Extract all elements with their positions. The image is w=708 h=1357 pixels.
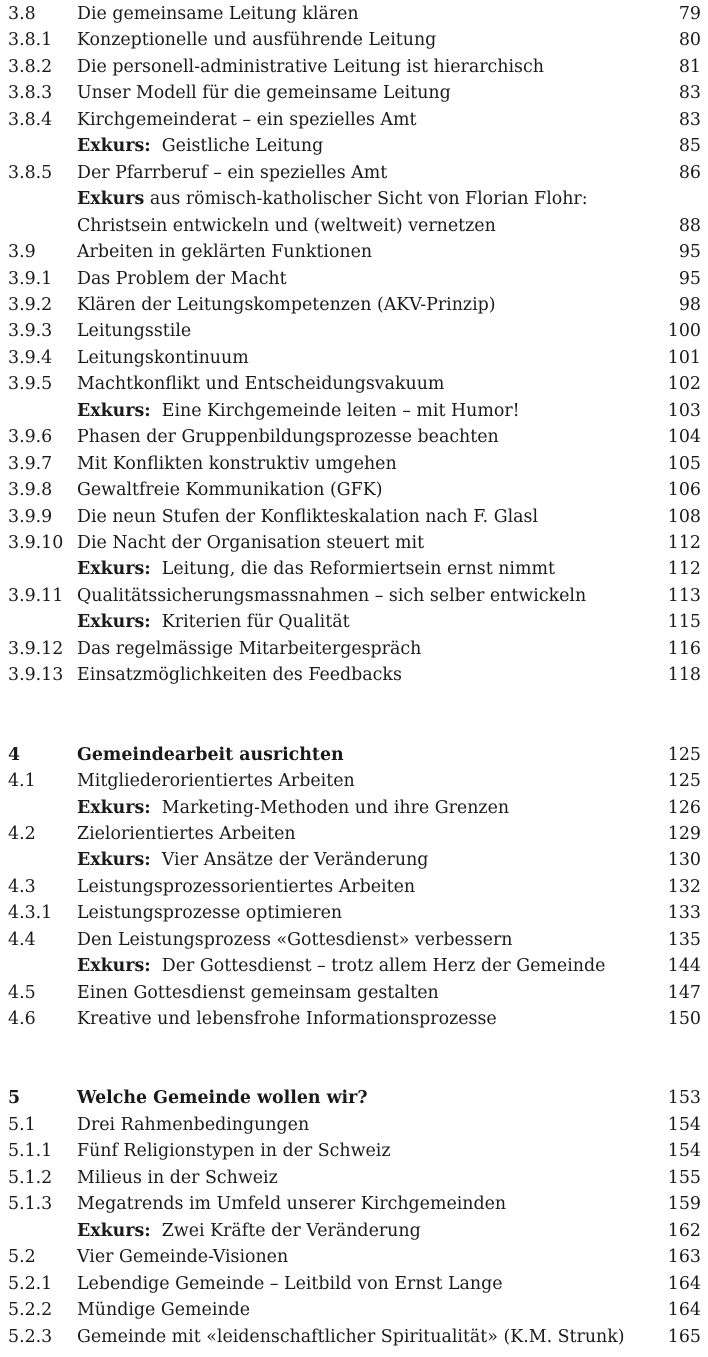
toc-row[interactable] bbox=[0, 768, 708, 794]
toc-row[interactable] bbox=[0, 213, 708, 239]
toc-page-number: 126 bbox=[667, 797, 701, 818]
toc-entry-title: Leistungsprozessorientiertes Arbeiten bbox=[77, 876, 416, 897]
toc-row[interactable] bbox=[0, 1112, 708, 1138]
toc-row[interactable] bbox=[0, 980, 708, 1006]
toc-row[interactable] bbox=[0, 318, 708, 344]
toc-entry-number: 3.9.6 bbox=[8, 427, 53, 448]
toc-page-number: 153 bbox=[667, 1088, 701, 1109]
toc-entry-number: 5.2.3 bbox=[8, 1326, 53, 1347]
toc-page-number: 150 bbox=[667, 1009, 701, 1030]
toc-entry-title bbox=[77, 398, 520, 424]
toc-entry-number: 5.2 bbox=[8, 1247, 36, 1268]
toc-page-number: 81 bbox=[678, 56, 701, 77]
toc-entry-number: 5.1.3 bbox=[8, 1194, 53, 1215]
toc-entry-title: Mitgliederorientiertes Arbeiten bbox=[77, 771, 355, 792]
excursus-title: Kriterien für Qualität bbox=[161, 612, 350, 633]
toc-page-number: 147 bbox=[667, 982, 701, 1003]
toc-page-number: 129 bbox=[667, 823, 701, 844]
toc-page-number: 164 bbox=[667, 1300, 701, 1321]
toc-page-number: 83 bbox=[678, 109, 701, 130]
excursus-label: Exkurs: bbox=[77, 797, 151, 818]
toc-row[interactable] bbox=[0, 239, 708, 265]
toc-page-number: 113 bbox=[667, 585, 701, 606]
toc-entry-title: Phasen der Gruppenbildungsprozesse beachten bbox=[77, 427, 499, 448]
toc-chapter-row[interactable] bbox=[0, 1085, 708, 1111]
toc-entry-number: 3.9.11 bbox=[8, 585, 64, 606]
toc-entry-number: 3.8.2 bbox=[8, 56, 53, 77]
toc-entry-title: Unser Modell für die gemeinsame Leitung bbox=[77, 83, 451, 104]
toc-entry-title: Der Pfarrberuf – ein spezielles Amt bbox=[77, 162, 388, 183]
toc-row[interactable] bbox=[0, 27, 708, 53]
toc-entry-title: Machtkonflikt und Entscheidungsvakuum bbox=[77, 374, 445, 395]
toc-entry-title: Fünf Religionstypen in der Schweiz bbox=[77, 1141, 391, 1162]
toc-entry-number: 5.1.1 bbox=[8, 1141, 53, 1162]
toc-excursus-row[interactable] bbox=[0, 795, 708, 821]
toc-row[interactable] bbox=[0, 371, 708, 397]
excursus-title: Der Gottesdienst – trotz allem Herz der Gemeinde bbox=[161, 956, 606, 977]
toc-page-number: 115 bbox=[667, 612, 701, 633]
toc-page-number: 95 bbox=[678, 242, 701, 263]
toc-page-number: 125 bbox=[667, 771, 701, 792]
toc-row[interactable] bbox=[0, 477, 708, 503]
toc-entry-title: Gemeindearbeit ausrichten bbox=[77, 744, 344, 765]
toc-entry-number: 3.9.10 bbox=[8, 533, 64, 553]
excursus-label: Exkurs: bbox=[77, 400, 151, 421]
toc-row[interactable] bbox=[0, 900, 708, 926]
excursus-label: Exkurs: bbox=[77, 850, 151, 871]
toc-entry-number: 3.9.8 bbox=[8, 480, 53, 501]
excursus-label: Exkurs: bbox=[77, 956, 151, 977]
toc-page-number: 118 bbox=[667, 665, 701, 686]
toc-entry-title bbox=[77, 953, 605, 979]
toc-page-number: 154 bbox=[667, 1114, 701, 1135]
toc-entry-title: Lebendige Gemeinde – Leitbild von Ernst Lange bbox=[77, 1273, 503, 1294]
toc-page-number: 98 bbox=[678, 294, 701, 315]
toc-entry-number: 3.9.9 bbox=[8, 506, 53, 527]
toc-entry-title: Welche Gemeinde wollen wir? bbox=[77, 1088, 368, 1109]
toc-excursus-row[interactable] bbox=[0, 1218, 708, 1244]
toc-row[interactable] bbox=[0, 292, 708, 318]
toc-page-number: 101 bbox=[667, 347, 701, 368]
toc-entry-number: 5.2.1 bbox=[8, 1273, 53, 1294]
toc-entry-title: Kreative und lebensfrohe Informationsprozesse bbox=[77, 1009, 497, 1030]
toc-excursus-row[interactable] bbox=[0, 847, 708, 873]
toc-entry-title: Zielorientiertes Arbeiten bbox=[77, 823, 296, 844]
toc-page-number: 144 bbox=[667, 956, 701, 977]
toc-page-number: 79 bbox=[678, 4, 701, 24]
toc-page-number: 106 bbox=[667, 480, 701, 501]
toc-row[interactable] bbox=[0, 1297, 708, 1323]
toc-row[interactable] bbox=[0, 345, 708, 371]
toc-row[interactable] bbox=[0, 54, 708, 80]
toc-entry-title bbox=[77, 795, 509, 821]
toc-page-number: 125 bbox=[667, 744, 701, 765]
toc-page-number: 155 bbox=[667, 1167, 701, 1188]
toc-entry-number: 3.9.5 bbox=[8, 374, 53, 395]
excursus-title: Vier Ansätze der Veränderung bbox=[161, 850, 429, 871]
toc-excursus-row[interactable] bbox=[0, 186, 708, 212]
excursus-label: Exkurs: bbox=[77, 612, 151, 633]
toc-row[interactable] bbox=[0, 1244, 708, 1270]
toc-row[interactable] bbox=[0, 530, 708, 556]
toc-entry-title: Den Leistungsprozess «Gottesdienst» verbessern bbox=[77, 929, 513, 950]
toc-page-number: 108 bbox=[667, 506, 701, 527]
excursus-label: Exkurs: bbox=[77, 559, 151, 580]
excursus-title: aus römisch-katholischer Sicht von Florian Flohr: bbox=[149, 189, 588, 210]
excursus-label: Exkurs bbox=[77, 189, 145, 210]
toc-entry-number: 3.8.4 bbox=[8, 109, 53, 130]
toc-page-number: 105 bbox=[667, 453, 701, 474]
toc-entry-number: 4.2 bbox=[8, 823, 36, 844]
toc-entry-number: 3.9.12 bbox=[8, 638, 64, 659]
toc-entry-title: Vier Gemeinde-Visionen bbox=[77, 1247, 289, 1268]
toc-row[interactable] bbox=[0, 583, 708, 609]
toc-page-number: 83 bbox=[678, 83, 701, 104]
toc-entry-title: Einsatzmöglichkeiten des Feedbacks bbox=[77, 665, 402, 686]
toc-page-number: 165 bbox=[667, 1326, 701, 1347]
toc-page-number: 100 bbox=[667, 321, 701, 342]
toc-entry-number: 5.1 bbox=[8, 1114, 36, 1135]
toc-entry-title bbox=[77, 1218, 421, 1244]
toc-excursus-row[interactable] bbox=[0, 609, 708, 635]
toc-entry-title: Mit Konflikten konstruktiv umgehen bbox=[77, 453, 397, 474]
toc-entry-title: Die Nacht der Organisation steuert mit bbox=[77, 533, 425, 553]
toc-entry-number: 4.4 bbox=[8, 929, 36, 950]
toc-page-number: 132 bbox=[667, 876, 701, 897]
toc-row[interactable] bbox=[0, 266, 708, 292]
excursus-title: Leitung, die das Reformiertsein ernst nimmt bbox=[161, 559, 555, 580]
toc-entry-title: Milieus in der Schweiz bbox=[77, 1167, 278, 1188]
toc-row[interactable] bbox=[0, 1006, 708, 1032]
toc-row[interactable] bbox=[0, 160, 708, 186]
toc-entry-title: Christsein entwickeln und (weltweit) vernetzen bbox=[77, 215, 496, 236]
toc-entry-title: Gewaltfreie Kommunikation (GFK) bbox=[77, 480, 383, 501]
toc-entry-title bbox=[77, 609, 350, 635]
toc-entry-title: Die gemeinsame Leitung klären bbox=[77, 4, 359, 24]
toc-page-number: 95 bbox=[678, 268, 701, 289]
toc-page-number: 102 bbox=[667, 374, 701, 395]
toc-entry-title: Klären der Leitungskompetenzen (AKV-Prinzip) bbox=[77, 294, 496, 315]
excursus-label: Exkurs: bbox=[77, 1220, 151, 1241]
toc-entry-number: 3.8.5 bbox=[8, 162, 53, 183]
toc-entry-title: Konzeptionelle und ausführende Leitung bbox=[77, 30, 437, 51]
toc-entry-number: 4.3 bbox=[8, 876, 36, 897]
toc-row[interactable] bbox=[0, 662, 708, 688]
toc-entry-title: Einen Gottesdienst gemeinsam gestalten bbox=[77, 982, 439, 1003]
toc-page-number: 80 bbox=[678, 30, 701, 51]
toc-excursus-row[interactable] bbox=[0, 133, 708, 159]
toc-entry-number: 4.5 bbox=[8, 982, 36, 1003]
toc-row[interactable] bbox=[0, 1, 708, 27]
toc-row[interactable] bbox=[0, 1324, 708, 1350]
toc-entry-number: 5.2.2 bbox=[8, 1300, 53, 1321]
toc-page-number: 133 bbox=[667, 903, 701, 924]
toc-page-number: 116 bbox=[667, 638, 701, 659]
toc-row[interactable] bbox=[0, 874, 708, 900]
toc-row[interactable] bbox=[0, 504, 708, 530]
toc-entry-title: Qualitätssicherungsmassnahmen – sich selber entwickeln bbox=[77, 585, 587, 606]
toc-row[interactable] bbox=[0, 927, 708, 953]
toc-entry-title: Drei Rahmenbedingungen bbox=[77, 1114, 310, 1135]
toc-row[interactable] bbox=[0, 107, 708, 133]
toc-row[interactable] bbox=[0, 1271, 708, 1297]
toc-excursus-row[interactable] bbox=[0, 556, 708, 582]
toc-entry-title: Mündige Gemeinde bbox=[77, 1300, 251, 1321]
toc-entry-number: 4.1 bbox=[8, 771, 36, 792]
toc-page-number: 154 bbox=[667, 1141, 701, 1162]
toc-page-number: 135 bbox=[667, 929, 701, 950]
toc-entry-title: Die neun Stufen der Konflikteskalation nach F. Glasl bbox=[77, 506, 539, 527]
toc-entry-number: 3.8 bbox=[8, 4, 36, 24]
toc-page-number: 103 bbox=[667, 400, 701, 421]
toc-entry-title: Kirchgemeinderat – ein spezielles Amt bbox=[77, 109, 417, 130]
toc-page-number: 86 bbox=[678, 162, 701, 183]
toc-row[interactable] bbox=[0, 80, 708, 106]
toc-entry-number: 5.1.2 bbox=[8, 1167, 53, 1188]
toc-entry-number: 3.9.3 bbox=[8, 321, 53, 342]
toc-page-number: 130 bbox=[667, 850, 701, 871]
toc-entry-number: 5 bbox=[8, 1088, 21, 1109]
toc-entry-title bbox=[77, 133, 323, 159]
toc-entry-title bbox=[77, 186, 588, 212]
toc-excursus-row[interactable] bbox=[0, 953, 708, 979]
toc-entry-title bbox=[77, 847, 428, 873]
toc-row[interactable] bbox=[0, 424, 708, 450]
toc-page-number: 85 bbox=[678, 136, 701, 157]
toc-page-number: 164 bbox=[667, 1273, 701, 1294]
toc-page-number: 112 bbox=[667, 559, 701, 580]
toc-chapter-row[interactable] bbox=[0, 742, 708, 768]
toc-entry-number: 3.9.1 bbox=[8, 268, 53, 289]
toc-row[interactable] bbox=[0, 1191, 708, 1217]
toc-page-number: 104 bbox=[667, 427, 701, 448]
toc-page-number: 112 bbox=[667, 533, 701, 553]
toc-entry-number: 3.9.4 bbox=[8, 347, 53, 368]
toc-entry-number: 3.9.2 bbox=[8, 294, 53, 315]
toc-entry-title: Leitungskontinuum bbox=[77, 347, 249, 368]
excursus-label: Exkurs: bbox=[77, 136, 151, 157]
toc-entry-title: Arbeiten in geklärten Funktionen bbox=[77, 242, 373, 263]
toc-entry-number: 3.9 bbox=[8, 242, 36, 263]
toc-entry-number: 3.9.13 bbox=[8, 665, 64, 686]
excursus-title: Geistliche Leitung bbox=[161, 136, 324, 157]
toc-entry-number: 4.6 bbox=[8, 1009, 36, 1030]
toc-entry-title: Leistungsprozesse optimieren bbox=[77, 903, 343, 924]
toc-entry-title: Das regelmässige Mitarbeitergespräch bbox=[77, 638, 422, 659]
toc-entry-number: 3.9.7 bbox=[8, 453, 53, 474]
excursus-title: Marketing-Methoden und ihre Grenzen bbox=[161, 797, 510, 818]
toc-entry-number: 4 bbox=[8, 744, 21, 765]
toc-page-number: 163 bbox=[667, 1247, 701, 1268]
toc-entry-title: Megatrends im Umfeld unserer Kirchgemeinden bbox=[77, 1194, 507, 1215]
toc-excursus-row[interactable] bbox=[0, 398, 708, 424]
toc-row[interactable] bbox=[0, 821, 708, 847]
toc-row[interactable] bbox=[0, 636, 708, 662]
toc-entry-title: Das Problem der Macht bbox=[77, 268, 287, 289]
excursus-title: Zwei Kräfte der Veränderung bbox=[161, 1220, 421, 1241]
toc-entry-number: 3.8.1 bbox=[8, 30, 53, 51]
toc-entry-number: 4.3.1 bbox=[8, 903, 53, 924]
toc-page-number: 88 bbox=[678, 215, 701, 236]
toc-row[interactable] bbox=[0, 451, 708, 477]
toc-entry-title: Gemeinde mit «leidenschaftlicher Spiritualität» (K.M. Strunk) bbox=[77, 1326, 625, 1347]
toc-page-number: 159 bbox=[667, 1194, 701, 1215]
excursus-title: Eine Kirchgemeinde leiten – mit Humor! bbox=[161, 400, 520, 421]
toc-entry-number: 3.8.3 bbox=[8, 83, 53, 104]
toc-row[interactable] bbox=[0, 1138, 708, 1164]
toc-entry-title: Leitungsstile bbox=[77, 321, 192, 342]
toc-entry-title: Die personell-administrative Leitung ist hierarchisch bbox=[77, 56, 544, 77]
toc-page-number: 162 bbox=[667, 1220, 701, 1241]
toc-row[interactable] bbox=[0, 1165, 708, 1191]
toc-entry-title bbox=[77, 556, 555, 582]
